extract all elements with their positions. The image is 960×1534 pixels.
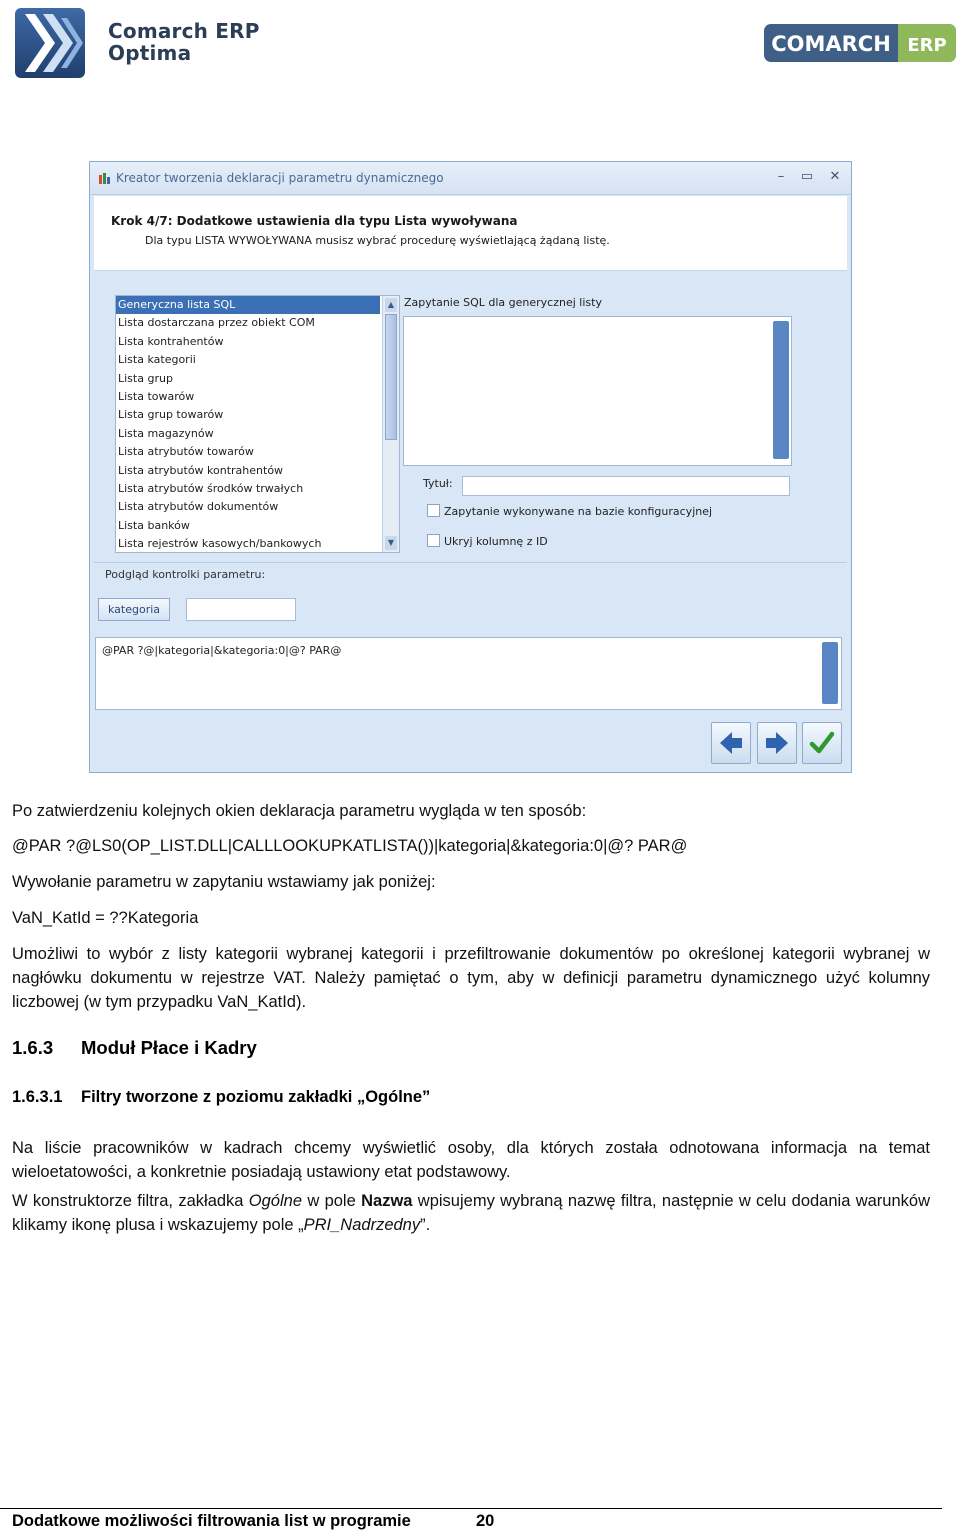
code-line: VaN_KatId = ??Kategoria xyxy=(12,909,199,927)
title-input[interactable] xyxy=(462,476,790,496)
preview-label: Podgląd kontrolki parametru: xyxy=(105,568,266,581)
text-run-bold: Nazwa xyxy=(361,1192,413,1210)
list-item[interactable]: Lista kontrahentów xyxy=(118,334,224,348)
list-item[interactable]: Lista magazynów xyxy=(118,426,214,440)
list-item[interactable]: Lista atrybutów kontrahentów xyxy=(118,463,284,477)
divider xyxy=(94,562,847,563)
app-icon xyxy=(98,171,112,185)
formula-text: @PAR ?@|kategoria|&kategoria:0|@? PAR@ xyxy=(102,644,342,657)
checkbox-icon[interactable] xyxy=(427,534,440,547)
list-item[interactable]: Lista grup towarów xyxy=(118,408,224,422)
minimize-icon[interactable]: – xyxy=(777,169,785,184)
list-item[interactable]: Lista towarów xyxy=(118,389,195,403)
paragraph: Umożliwi to wybór z listy kategorii wybranej kategorii i przefiltrowanie dokumentów po określonej kategorii wybranej w nagłówku dokumentu w rejestrze VAT. Należy pamiętać o tym, aby w definicji parametru dynamicznego użyć kolumny liczbowej (w tym przypadku VaN_KatId). xyxy=(12,945,930,1011)
checkbox-icon[interactable] xyxy=(427,504,440,517)
step-description: Dla typu LISTA WYWOŁYWANA musisz wybrać procedurę wyświetlającą żądaną listę. xyxy=(145,234,610,247)
dialog-titlebar xyxy=(90,162,851,195)
sql-query-textarea[interactable] xyxy=(403,316,792,466)
kategoria-input[interactable] xyxy=(186,598,296,621)
maximize-icon[interactable]: ▭ xyxy=(800,169,814,184)
paragraph xyxy=(12,1189,930,1237)
section-heading xyxy=(12,1037,257,1059)
hide-id-checkbox[interactable] xyxy=(427,534,548,548)
sql-scrollbar[interactable] xyxy=(773,321,789,459)
code-line: @PAR ?@LS0(OP_LIST.DLL|CALLLOOKUPKATLISTA())|kategoria|&kategoria:0|@? PAR@ xyxy=(12,837,688,855)
listbox-scrollbar[interactable] xyxy=(382,296,399,552)
page-number: 20 xyxy=(476,1512,495,1530)
paragraph: Wywołanie parametru w zapytaniu wstawiamy jak poniżej: xyxy=(12,873,436,891)
section-number: 1.6.3 xyxy=(12,1037,54,1058)
formula-scrollbar[interactable] xyxy=(822,642,838,704)
sql-query-label: Zapytanie SQL dla generycznej listy xyxy=(404,296,602,309)
scroll-down-icon[interactable]: ▼ xyxy=(385,536,397,550)
list-item[interactable]: Lista atrybutów towarów xyxy=(118,445,254,459)
subsection-heading xyxy=(12,1088,430,1107)
list-item[interactable]: Lista banków xyxy=(118,518,190,532)
logo-badge-text: ERP xyxy=(907,35,947,56)
close-icon[interactable]: ✕ xyxy=(829,169,841,184)
list-item[interactable]: Lista rejestrów kasowych/bankowych xyxy=(118,537,322,551)
arrow-left-icon xyxy=(718,730,744,756)
formula-textarea[interactable] xyxy=(95,637,842,710)
comarch-erp-logo-icon xyxy=(764,24,956,62)
product-name-line2: Optima xyxy=(108,41,192,65)
dialog-title: Kreator tworzenia deklaracji parametru dynamicznego xyxy=(116,171,444,185)
wizard-dialog xyxy=(89,161,852,773)
text-run: w pole xyxy=(302,1192,362,1210)
product-name xyxy=(108,20,260,64)
list-item[interactable]: Lista kategorii xyxy=(118,353,196,367)
list-item[interactable]: Lista atrybutów dokumentów xyxy=(118,500,279,514)
title-label: Tytuł: xyxy=(423,477,453,490)
back-button[interactable] xyxy=(711,722,751,764)
list-item[interactable]: Generyczna lista SQL xyxy=(116,296,380,314)
kategoria-button[interactable]: kategoria xyxy=(98,598,170,621)
config-db-checkbox[interactable] xyxy=(427,504,712,518)
hide-id-checkbox-label: Ukryj kolumnę z ID xyxy=(444,535,548,548)
section-title: Moduł Płace i Kadry xyxy=(81,1037,257,1058)
comarch-erp-optima-logo-icon xyxy=(15,8,87,78)
finish-button[interactable] xyxy=(802,722,842,764)
list-item[interactable]: Lista grup xyxy=(118,371,173,385)
footer-divider xyxy=(0,1508,942,1509)
text-run-italic: Ogólne xyxy=(248,1192,303,1210)
config-db-checkbox-label: Zapytanie wykonywane na bazie konfiguracyjnej xyxy=(444,505,713,518)
checkmark-icon xyxy=(809,730,835,756)
list-item[interactable]: Lista dostarczana przez obiekt COM xyxy=(118,316,315,330)
step-header xyxy=(94,196,847,271)
footer-title: Dodatkowe możliwości filtrowania list w programie xyxy=(12,1512,411,1530)
paragraph: Na liście pracowników w kadrach chcemy wyświetlić osoby, dla których została odnotowana informacja na temat wieloetatowości, a konkretnie posiadają ustawiony etat podstawowy. xyxy=(12,1139,930,1181)
paragraph: Po zatwierdzeniu kolejnych okien deklaracja parametru wygląda w ten sposób: xyxy=(12,802,587,820)
arrow-right-icon xyxy=(764,730,790,756)
subsection-title: Filtry tworzone z poziomu zakładki „Ogólne” xyxy=(81,1088,431,1106)
logo-main-text: COMARCH xyxy=(771,32,891,56)
text-run: W konstruktorze filtra, zakładka xyxy=(12,1192,249,1210)
text-run: ”. xyxy=(420,1216,431,1234)
comarch-erp-logo xyxy=(764,24,956,62)
product-name-line1: Comarch ERP xyxy=(108,19,260,43)
text-run: wpisujemy wybraną nazwę filtra, następnie w celu dodania warunków klikamy ikonę plusa i wskazujemy pole „ xyxy=(12,1192,930,1234)
next-button[interactable] xyxy=(757,722,797,764)
scroll-up-icon[interactable]: ▲ xyxy=(385,298,397,312)
scroll-thumb[interactable] xyxy=(385,314,397,440)
subsection-number: 1.6.3.1 xyxy=(12,1088,63,1106)
list-item[interactable]: Lista atrybutów środków trwałych xyxy=(118,481,304,495)
text-run-italic: PRI_Nadrzedny xyxy=(303,1216,421,1234)
step-title: Krok 4/7: Dodatkowe ustawienia dla typu Lista wywoływana xyxy=(111,214,518,228)
list-type-listbox[interactable] xyxy=(115,295,400,553)
